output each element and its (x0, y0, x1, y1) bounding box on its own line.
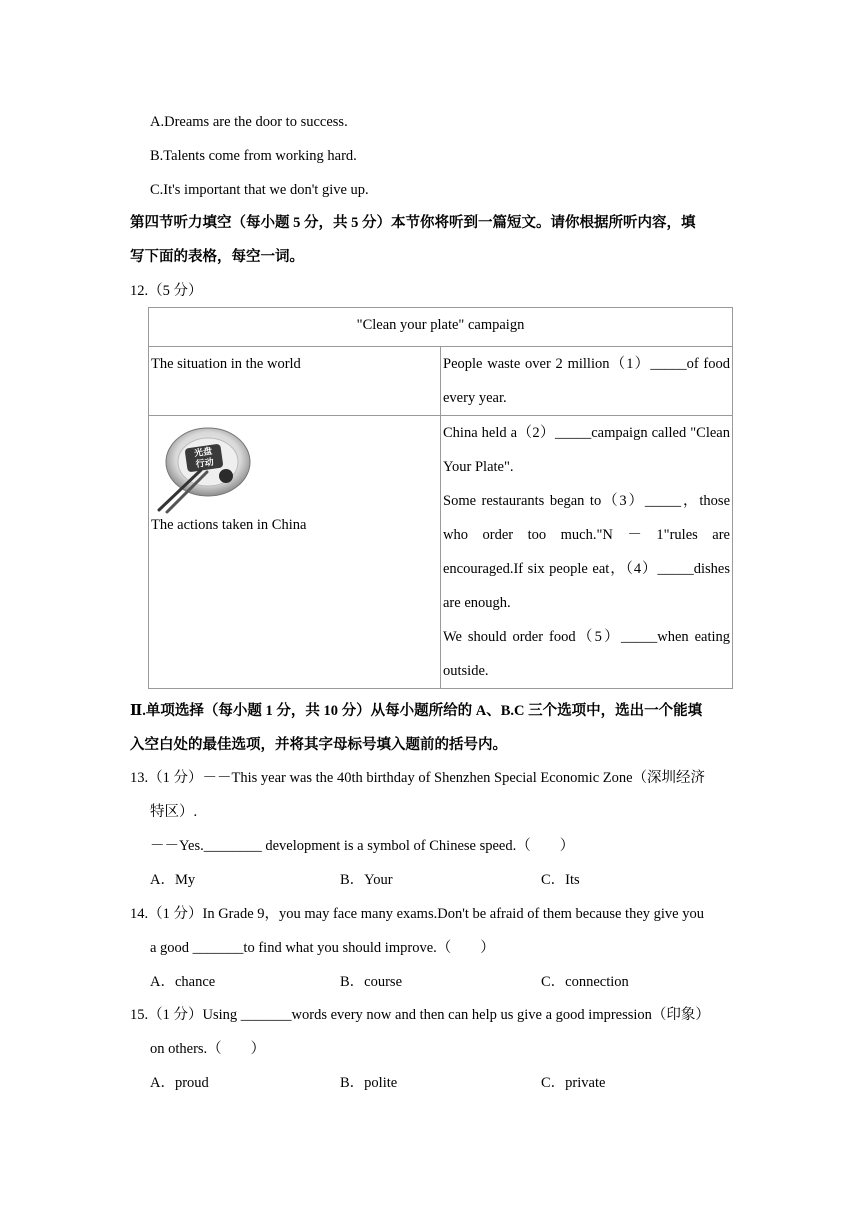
listening-option-b: B.Talents come from working hard. (150, 148, 357, 164)
question-13-option-c[interactable]: C．Its (541, 872, 580, 888)
question-15-option-b[interactable]: B．polite (340, 1075, 398, 1091)
question-14-line2: a good _______to find what you should improve.（ ） (150, 940, 495, 956)
section4-instructions-line2: 写下面的表格，每空一词。 (130, 249, 304, 265)
question-15-line2: on others.（ ） (150, 1041, 266, 1057)
row1-line1: People waste over 2 million（1）_____of food (443, 356, 730, 372)
question-13-option-b[interactable]: B．Your (340, 872, 393, 888)
section2-instructions-line2: 入空白处的最佳选项，并将其字母标号填入题前的括号内。 (130, 737, 507, 753)
row2-line3: Some restaurants began to（3）_____，those (443, 493, 730, 509)
row1-line2: every year. (443, 390, 507, 406)
row2-line6: are enough. (443, 595, 511, 611)
listening-option-c: C.It's important that we don't give up. (150, 182, 369, 198)
question-15-line1: 15.（1 分）Using _______words every now and then can help us give a good impression（印象） (130, 1007, 710, 1023)
row2-line2: Your Plate". (443, 459, 514, 475)
question-13-line1: 13.（1 分）－－This year was the 40th birthday of Shenzhen Special Economic Zone（深圳经济 (130, 770, 706, 786)
campaign-table (148, 307, 733, 689)
row2-line1: China held a（2）_____campaign called "Clean (443, 425, 730, 441)
question-13-option-a[interactable]: A．My (150, 872, 196, 888)
table-row-china-content (441, 416, 733, 689)
clean-plate-logo-icon (153, 424, 253, 514)
row2-label: The actions taken in China (151, 517, 307, 533)
question-14-line1: 14.（1 分）In Grade 9，you may face many exams.Don't be afraid of them because they give you (130, 906, 704, 922)
question-14-option-b[interactable]: B．course (340, 974, 403, 990)
listening-option-a: A.Dreams are the door to success. (150, 114, 348, 130)
section4-instructions-line1: 第四节听力填空（每小题 5 分，共 5 分）本节你将听到一篇短文。请你根据所听内容，填 (130, 215, 696, 231)
question-13-line2: 特区）. (150, 804, 198, 820)
table-title: "Clean your plate" campaign (149, 308, 733, 347)
row2-line7: We should order food（5）_____when eating (443, 629, 730, 645)
table-row-world-label (149, 347, 441, 416)
svg-text:光盘: 光盘 (193, 446, 213, 460)
question-12-number: 12.（5 分） (130, 283, 203, 299)
question-14-option-c[interactable]: C．connection (541, 974, 629, 990)
clean-plate-logo-image (153, 424, 253, 514)
table-row-world-content (441, 347, 733, 416)
section2-instructions-line1: Ⅱ.单项选择（每小题 1 分，共 10 分）从每小题所给的 A、B.C 三个选项中，选出一个能填 (130, 703, 703, 719)
question-15-option-a[interactable]: A．proud (150, 1075, 209, 1091)
row2-line4: who order too much."N － 1"rules are (443, 527, 730, 543)
question-15-option-c[interactable]: C．private (541, 1075, 606, 1091)
svg-text:行动: 行动 (195, 457, 215, 471)
table-row-china-label (149, 416, 441, 689)
row1-label: The situation in the world (151, 356, 301, 372)
question-13-line3: －－Yes.________ development is a symbol of Chinese speed.（ ） (150, 838, 575, 854)
row2-line5: encouraged.If six people eat，（4）_____dishes (443, 561, 730, 577)
question-14-option-a[interactable]: A．chance (150, 974, 216, 990)
row2-line8: outside. (443, 663, 489, 679)
